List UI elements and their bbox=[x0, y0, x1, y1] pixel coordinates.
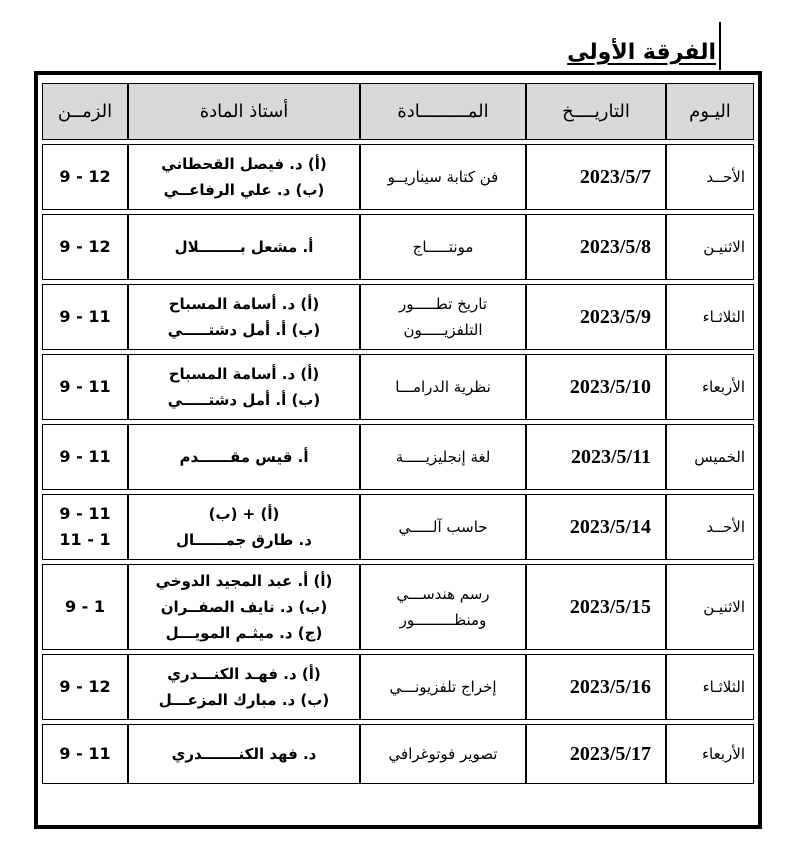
time-cell bbox=[42, 354, 128, 420]
day-cell: الثلاثـاء bbox=[666, 284, 754, 350]
instructor-line: (أ) د. فيصل القحطاني bbox=[161, 155, 327, 173]
time-line: 9 - 11 bbox=[59, 377, 111, 396]
time-line: 9 - 1 bbox=[64, 597, 106, 616]
subject-cell bbox=[360, 354, 526, 420]
instructor-cell bbox=[128, 724, 360, 784]
day-cell: الأحــد bbox=[666, 144, 754, 210]
subject-line: لغة إنجليزيـــــة bbox=[395, 448, 491, 466]
time-line: 9 - 12 bbox=[59, 237, 111, 256]
instructor-cell bbox=[128, 214, 360, 280]
time-line: 9 - 11 bbox=[59, 307, 111, 326]
schedule-frame bbox=[34, 71, 762, 829]
time-line: 9 - 11 bbox=[59, 447, 111, 466]
day-cell: الثلاثـاء bbox=[666, 654, 754, 720]
schedule-table bbox=[42, 79, 754, 788]
subject-cell bbox=[360, 424, 526, 490]
table-row bbox=[42, 214, 754, 280]
instructor-cell bbox=[128, 654, 360, 720]
date-cell: 2023/5/11 bbox=[526, 424, 666, 490]
time-line: 9 - 12 bbox=[59, 167, 111, 186]
time-cell bbox=[42, 564, 128, 650]
table-row bbox=[42, 424, 754, 490]
schedule-body bbox=[42, 144, 754, 784]
date-cell: 2023/5/7 bbox=[526, 144, 666, 210]
date-cell: 2023/5/15 bbox=[526, 564, 666, 650]
table-row bbox=[42, 654, 754, 720]
table-row bbox=[42, 284, 754, 350]
subject-line: مونتـــــاج bbox=[412, 238, 474, 256]
page-title: الفرقة الأولى bbox=[567, 40, 716, 65]
subject-line: إخراج تلفزيونـــي bbox=[389, 678, 497, 696]
subject-cell bbox=[360, 654, 526, 720]
subject-cell bbox=[360, 564, 526, 650]
header-instructor: أستاذ المادة bbox=[128, 83, 360, 140]
day-cell: الأحــد bbox=[666, 494, 754, 560]
instructor-line: (أ) أ. عبد المجيد الدوخي bbox=[155, 572, 333, 590]
instructor-line: (أ) د. أسامة المسباح bbox=[168, 295, 320, 313]
instructor-cell bbox=[128, 354, 360, 420]
instructor-line: (ب) د. نايف الصفــران bbox=[160, 598, 328, 616]
subject-cell bbox=[360, 724, 526, 784]
instructor-cell bbox=[128, 284, 360, 350]
subject-cell bbox=[360, 144, 526, 210]
subject-line: التلفزيـــــون bbox=[403, 321, 483, 339]
header-row bbox=[42, 83, 754, 140]
subject-line: تاريخ تطـــــور bbox=[398, 295, 488, 313]
subject-line: نظرية الدرامـــا bbox=[395, 378, 491, 396]
date-cell: 2023/5/10 bbox=[526, 354, 666, 420]
date-cell: 2023/5/9 bbox=[526, 284, 666, 350]
instructor-line: أ. مشعل بــــــــلال bbox=[174, 238, 314, 256]
time-cell bbox=[42, 144, 128, 210]
time-cell bbox=[42, 214, 128, 280]
instructor-line: (أ) د. فهـد الكنـــدري bbox=[167, 665, 321, 683]
day-cell: الاثنيـن bbox=[666, 564, 754, 650]
day-cell: الأربعاء bbox=[666, 724, 754, 784]
subject-line: ومنظـــــــــور bbox=[399, 611, 487, 629]
table-row bbox=[42, 724, 754, 784]
time-line: 9 - 11 bbox=[59, 744, 111, 763]
time-cell bbox=[42, 724, 128, 784]
instructor-line: أ. قيس مقــــــدم bbox=[179, 448, 309, 466]
subject-line: فن كتابة سيناريــو bbox=[387, 168, 499, 186]
instructor-line: د. طارق جمــــــال bbox=[176, 531, 312, 549]
date-cell: 2023/5/16 bbox=[526, 654, 666, 720]
instructor-line: (ب) أ. أمل دشتـــــي bbox=[167, 391, 321, 409]
instructor-line: د. فهد الكنـــــــدري bbox=[171, 745, 317, 763]
header-day: اليـوم bbox=[666, 83, 754, 140]
header-subject: المـــــــــادة bbox=[360, 83, 526, 140]
table-row bbox=[42, 144, 754, 210]
subject-cell bbox=[360, 494, 526, 560]
time-cell bbox=[42, 494, 128, 560]
subject-line: تصوير فوتوغرافي bbox=[388, 745, 498, 763]
table-row bbox=[42, 494, 754, 560]
time-line: 11 - 1 bbox=[59, 530, 111, 549]
time-cell bbox=[42, 654, 128, 720]
subject-line: حاسب آلـــــي bbox=[398, 518, 488, 536]
instructor-cell bbox=[128, 494, 360, 560]
time-cell bbox=[42, 424, 128, 490]
instructor-cell bbox=[128, 564, 360, 650]
time-line: 9 - 12 bbox=[59, 677, 111, 696]
time-cell bbox=[42, 284, 128, 350]
instructor-line: (أ) + (ب) bbox=[208, 505, 280, 523]
instructor-line: (ج) د. ميثـم المويـــل bbox=[165, 624, 323, 642]
instructor-line: (ب) أ. أمل دشتـــــي bbox=[167, 321, 321, 339]
date-cell: 2023/5/17 bbox=[526, 724, 666, 784]
instructor-line: (ب) د. مبارك المزعـــل bbox=[158, 691, 330, 709]
header-date: التاريــــخ bbox=[526, 83, 666, 140]
day-cell: الاثنيـن bbox=[666, 214, 754, 280]
subject-cell bbox=[360, 284, 526, 350]
day-cell: الأربعاء bbox=[666, 354, 754, 420]
instructor-cell bbox=[128, 424, 360, 490]
instructor-line: (ب) د. علي الرفاعــي bbox=[163, 181, 325, 199]
table-row bbox=[42, 354, 754, 420]
subject-cell bbox=[360, 214, 526, 280]
date-cell: 2023/5/8 bbox=[526, 214, 666, 280]
heading-wrap bbox=[567, 22, 721, 70]
table-row bbox=[42, 564, 754, 650]
instructor-cell bbox=[128, 144, 360, 210]
header-time: الزمــن bbox=[42, 83, 128, 140]
date-cell: 2023/5/14 bbox=[526, 494, 666, 560]
subject-line: رسم هندســـي bbox=[396, 585, 490, 603]
time-line: 9 - 11 bbox=[59, 504, 111, 523]
day-cell: الخميس bbox=[666, 424, 754, 490]
instructor-line: (أ) د. أسامة المسباح bbox=[168, 365, 320, 383]
